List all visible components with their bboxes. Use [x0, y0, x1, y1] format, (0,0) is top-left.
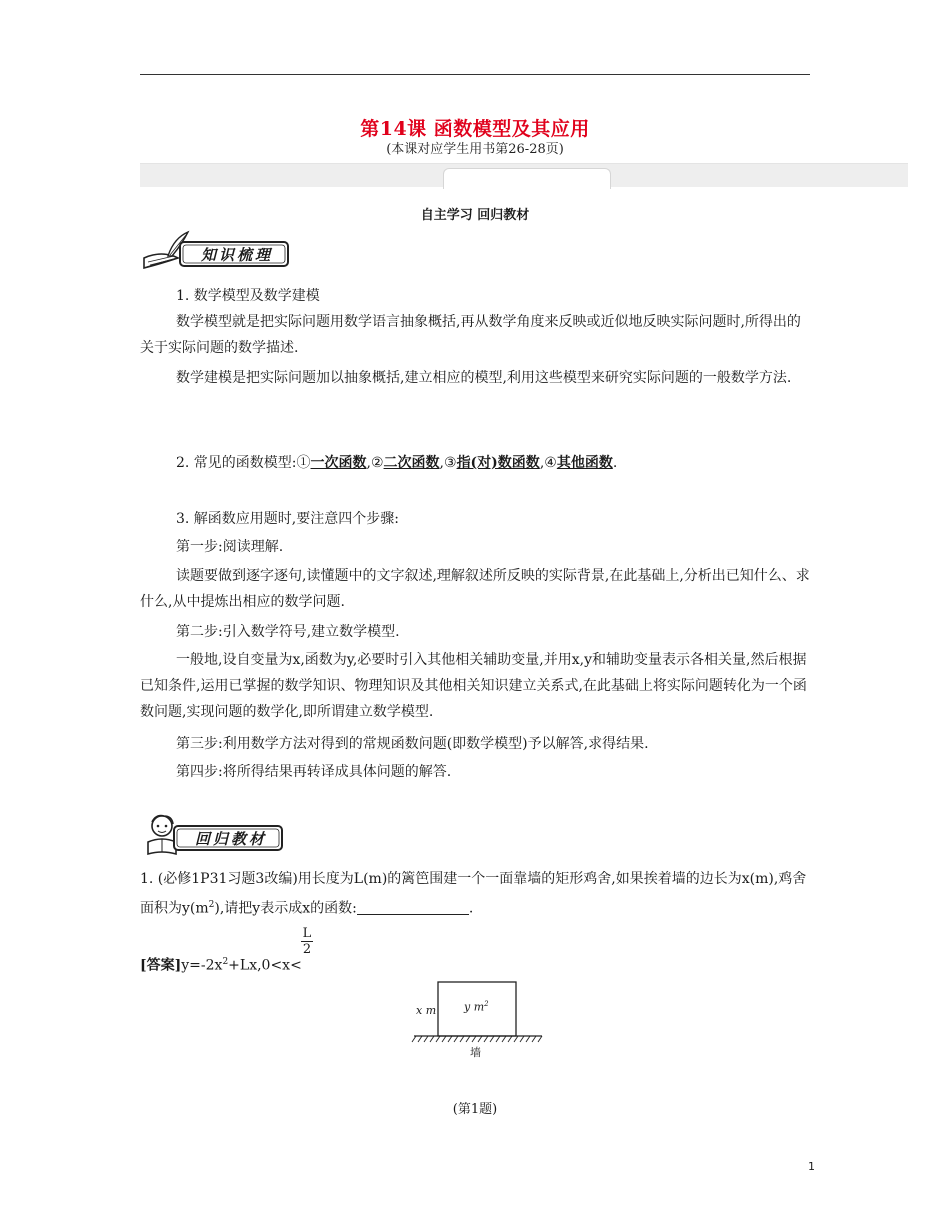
answer-text-a: y=-2x: [181, 957, 223, 974]
kn-sep1: ,②: [366, 455, 384, 471]
kn-model-other: 其他函数: [556, 455, 613, 471]
figure-wall-label: 墙: [470, 1046, 481, 1059]
kn-item3-title: 3. 解函数应用题时,要注意四个步骤:: [176, 511, 399, 527]
page-subtitle: (本课对应学生用书第26-28页): [386, 142, 564, 157]
review-banner: [140, 812, 286, 862]
kn-item1-body2: 数学建模是把实际问题加以抽象概括,建立相应的模型,利用这些模型来研究实际问题的一般数学方法.: [176, 370, 792, 386]
fraction-numerator: L: [302, 926, 312, 941]
kn-step4: 第四步:将所得结果再转译成具体问题的解答.: [176, 764, 452, 780]
q1-text-b: ),请把y表示成x的函数:: [214, 900, 357, 917]
answer-line: [140, 949, 810, 979]
kn-step1: 第一步:阅读理解.: [176, 539, 284, 555]
q1-answer-blank: [357, 900, 469, 915]
q1-text-a: 1. (必修1P31习题3改编)用长度为L(m)的篱笆围建一个一面靠墙的矩形鸡舍,如果挨着墙的边长为x(m),鸡舍面积为y(m: [140, 871, 807, 917]
knowledge-banner-label: 知识梳理: [200, 246, 273, 264]
figure-y-label-text: y m: [464, 1000, 485, 1014]
review-banner-label: 回归教材: [194, 830, 267, 848]
knowledge-banner: [140, 230, 292, 276]
answer-text-b: +Lx,0<x<: [228, 957, 302, 974]
kn-model-linear: 一次函数: [310, 455, 367, 471]
kn-step2: 第二步:引入数学符号,建立数学模型.: [176, 624, 400, 640]
q1-superscript: 2: [208, 900, 215, 910]
page-title: 第14课 函数模型及其应用: [360, 118, 590, 140]
exercise-question-1: [140, 866, 810, 922]
kn-model-quadratic: 二次函数: [383, 455, 440, 471]
kn-step2-body: 一般地,设自变量为x,函数为y,必要时引入其他相关辅助变量,并用x,y和辅助变量表示各相关量,然后根据已知条件,运用已掌握的数学知识、物理知识及其他相关知识建立关系式,在此基础上将实际问题转化为一个函数问题,实现问题的数学化,即所谓建立数学模型.: [140, 652, 807, 720]
header-rule: [140, 74, 810, 75]
section-band-tab: [443, 168, 611, 189]
figure-coop: [408, 978, 548, 1060]
kn-item1-title: 1. 数学模型及数学建模: [176, 288, 320, 304]
q1-end: .: [468, 900, 474, 917]
fraction-denominator: 2: [302, 942, 312, 957]
figure-caption: (第1题): [452, 1102, 498, 1117]
figure-x-label: x m: [416, 1004, 437, 1017]
kn-model-exp-log: 指(对)数函数: [456, 455, 540, 471]
figure-y-sup: 2: [484, 1000, 489, 1008]
kn-step3: 第三步:利用数学方法对得到的常规函数问题(即数学模型)予以解答,求得结果.: [176, 736, 649, 752]
kn-item2-prefix: 2. 常见的函数模型:①: [176, 455, 311, 471]
kn-item1-body1: 数学模型就是把实际问题用数学语言抽象概括,再从数学角度来反映或近似地反映实际问题时,所得出的关于实际问题的数学描述.: [140, 314, 801, 356]
kn-sep2: ,③: [439, 455, 457, 471]
kn-sep3: ,④: [539, 455, 557, 471]
answer-label: [答案]: [140, 957, 182, 974]
figure-y-label: [464, 1000, 489, 1014]
kn-item2-end: .: [612, 455, 618, 471]
kn-item2: [140, 450, 810, 476]
page-number: 1: [808, 1160, 815, 1173]
section-heading: 自主学习 回归教材: [420, 208, 530, 223]
answer-superscript: 2: [222, 957, 229, 967]
kn-step1-body: 读题要做到逐字逐句,读懂题中的文字叙述,理解叙述所反映的实际背景,在此基础上,分析出已知什么、求什么,从中提炼出相应的数学问题.: [140, 568, 810, 610]
